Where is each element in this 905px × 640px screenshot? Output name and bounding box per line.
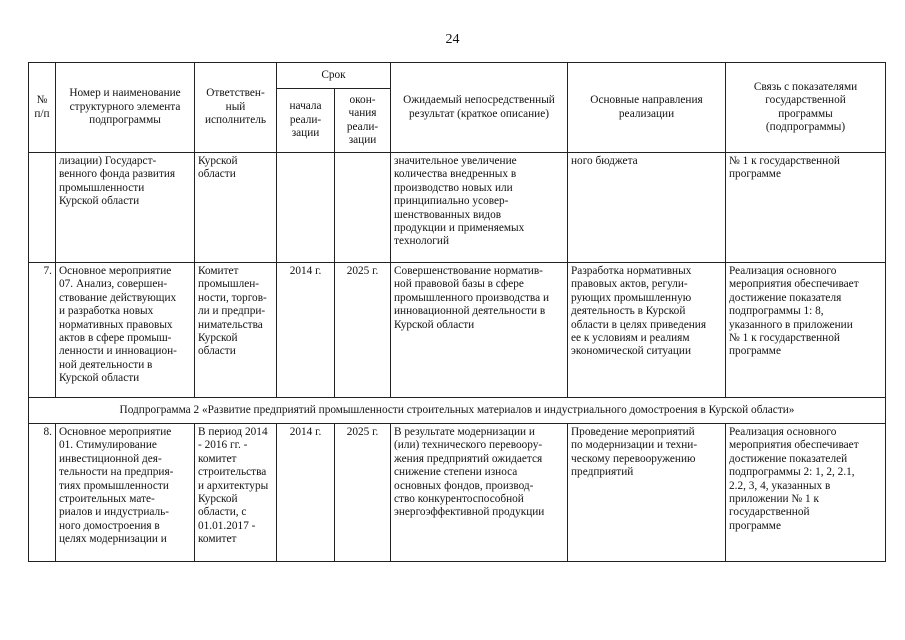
row-link: Реализация основного мероприятия обеспечивает достижение показателя подпрограммы 1: 8, указанного в приложении № 1 к государственной программе <box>726 263 886 398</box>
row-element: Основное мероприятие 01. Стимулирование инвестиционной дея- тельности на предприя- тиях промышленности строительных мате- риалов и индустриаль- ного домостроения в целях модернизации и <box>56 424 195 562</box>
row-link: Реализация основного мероприятия обеспечивает достижение показателей подпрограммы 2: 1, 2, 2.1, 2.2, 3, 4, указанных в приложении № 1 к государственной программе <box>726 424 886 562</box>
header-link: Связь с показателями государственной программы (подпрограммы) <box>726 63 886 153</box>
section-row <box>29 398 886 424</box>
header-term-end: окон- чания реали- зации <box>335 89 391 153</box>
row-executor: Комитет промышлен- ности, торгов- ли и предпри- нимательства Курской области <box>195 263 277 398</box>
row-directions: ного бюджета <box>568 153 726 263</box>
row-result: Совершенствование норматив- ной правовой базы в сфере промышленного производства и инновационной деятельности в Курской области <box>391 263 568 398</box>
header-num: № п/п <box>29 63 56 153</box>
table-row <box>29 424 886 562</box>
row-num: 8. <box>29 424 56 562</box>
row-end: 2025 г. <box>335 263 391 398</box>
row-link: № 1 к государственной программе <box>726 153 886 263</box>
row-start: 2014 г. <box>277 424 335 562</box>
header-result: Ожидаемый непосредственный результат (краткое описание) <box>391 63 568 153</box>
row-end <box>335 153 391 263</box>
row-start <box>277 153 335 263</box>
header-term: Срок <box>277 63 391 89</box>
section-title: Подпрограмма 2 «Развитие предприятий промышленности строительных материалов и индустриального домостроения в Курской области» <box>29 398 886 424</box>
header-directions: Основные направления реализации <box>568 63 726 153</box>
table-row <box>29 153 886 263</box>
header-executor: Ответствен- ный исполнитель <box>195 63 277 153</box>
row-directions: Проведение мероприятий по модернизации и техни- ческому перевооружению предприятий <box>568 424 726 562</box>
table-row <box>29 263 886 398</box>
header-element: Номер и наименование структурного элемента подпрограммы <box>56 63 195 153</box>
header-row-1 <box>29 63 886 89</box>
header-term-start: начала реали- зации <box>277 89 335 153</box>
row-end: 2025 г. <box>335 424 391 562</box>
row-element: лизации) Государст- венного фонда развития промышленности Курской области <box>56 153 195 263</box>
row-num <box>29 153 56 263</box>
row-start: 2014 г. <box>277 263 335 398</box>
program-table <box>28 62 886 562</box>
row-num: 7. <box>29 263 56 398</box>
page-number: 24 <box>445 32 460 47</box>
row-directions: Разработка нормативных правовых актов, регули- рующих промышленную деятельность в Курской области в целях приведения ее к условиям и реалиям экономической ситуации <box>568 263 726 398</box>
row-executor: Курской области <box>195 153 277 263</box>
row-result: В результате модернизации и (или) технического перевоору- жения предприятий ожидается снижение степени износа основных фондов, производ- ство конкурентоспособной энергоэффективной продукции <box>391 424 568 562</box>
row-executor: В период 2014 - 2016 гг. - комитет строительства и архитектуры Курской области, с 01.01.2017 - комитет <box>195 424 277 562</box>
row-result: значительное увеличение количества внедренных в производство новых или принципиально усовер- шенствованных видов продукции и применяемых технологий <box>391 153 568 263</box>
row-element: Основное мероприятие 07. Анализ, совершен- ствование действующих и разработка новых нормативных правовых актов в сфере промыш- ленности и инновацион- ной деятельности в Курской области <box>56 263 195 398</box>
